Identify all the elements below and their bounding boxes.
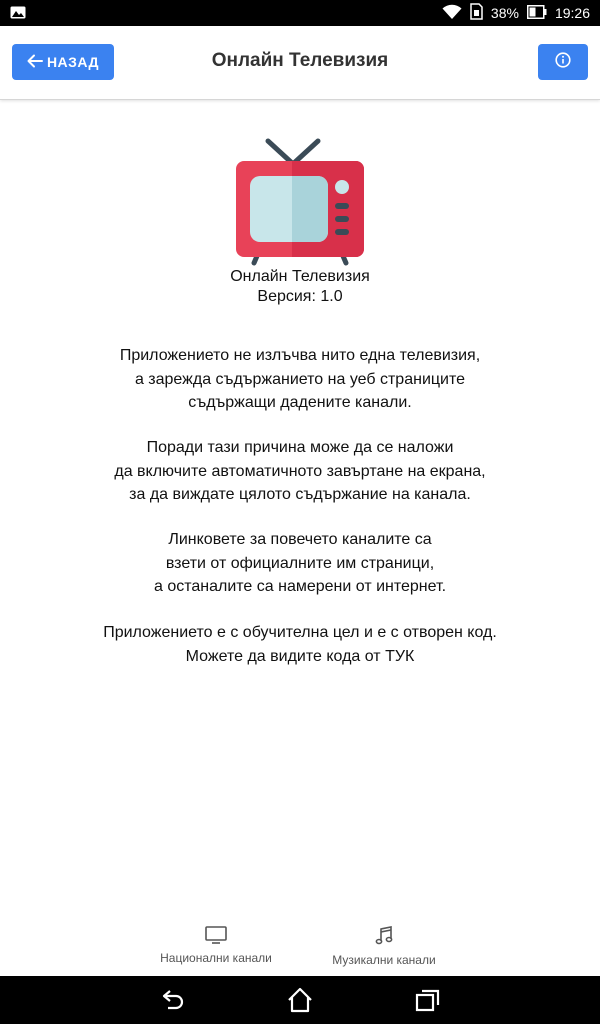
nav-national-channels[interactable] — [146, 926, 286, 965]
about-paragraph-1 — [0, 344, 600, 415]
app-version: Версия: 1.0 — [257, 288, 343, 305]
paragraph-line: Приложението е с обучителна цел и е с отворен код. — [103, 624, 497, 641]
paragraph-line: взети от официалните им страници, — [165, 554, 435, 572]
music-note-icon — [375, 935, 393, 949]
app-name: Онлайн Телевизия — [230, 268, 370, 285]
battery-percent: 38% — [490, 5, 519, 21]
status-bar — [0, 0, 600, 26]
battery-icon — [527, 5, 547, 22]
gallery-notification-icon — [10, 6, 26, 22]
paragraph-line: за да виждате цялото съдържание на канала. — [129, 486, 471, 503]
sim-card-icon — [470, 3, 483, 23]
page-title: Онлайн Телевизия — [211, 50, 389, 71]
system-recents-button[interactable] — [414, 986, 442, 1014]
back-arrow-icon — [158, 1001, 186, 1018]
bottom-nav — [0, 918, 600, 976]
system-home-button[interactable] — [286, 986, 314, 1014]
nav-music-channels[interactable] — [314, 926, 454, 967]
info-button[interactable] — [538, 44, 588, 80]
home-icon — [286, 1001, 314, 1018]
info-icon — [555, 52, 571, 73]
nav-label: Музикални канали — [332, 953, 436, 967]
paragraph-line: Приложението не излъчва нито една телевизия, — [119, 347, 481, 364]
tv-icon — [205, 933, 227, 947]
wifi-icon — [442, 4, 462, 23]
system-back-button[interactable] — [158, 986, 186, 1014]
paragraph-line: а останалите са намерени от интернет. — [153, 578, 447, 595]
paragraph-line: Поради тази причина може да се наложи — [146, 439, 454, 456]
paragraph-line: Линковете за повечето каналите са — [168, 531, 432, 548]
back-button[interactable] — [12, 44, 114, 80]
arrow-left-icon — [27, 54, 43, 71]
clock: 19:26 — [554, 5, 590, 21]
tv-logo-icon — [234, 137, 366, 272]
paragraph-line: а зарежда съдържанието на уеб страниците — [134, 370, 466, 388]
back-label: НАЗАД — [46, 54, 100, 70]
paragraph-line: да включите автоматичното завъртане на екрана, — [114, 462, 486, 480]
about-paragraph-2 — [0, 436, 600, 507]
source-code-link[interactable]: Можете да видите кода от ТУК — [185, 647, 415, 665]
about-paragraph-4 — [0, 621, 600, 668]
status-icons — [442, 0, 590, 26]
app-header — [0, 26, 600, 100]
system-nav-bar — [0, 976, 600, 1024]
about-paragraph-3 — [0, 528, 600, 599]
paragraph-line: съдържащи дадените канали. — [188, 394, 412, 411]
nav-label: Национални канали — [160, 951, 272, 965]
recents-icon — [414, 1001, 442, 1018]
